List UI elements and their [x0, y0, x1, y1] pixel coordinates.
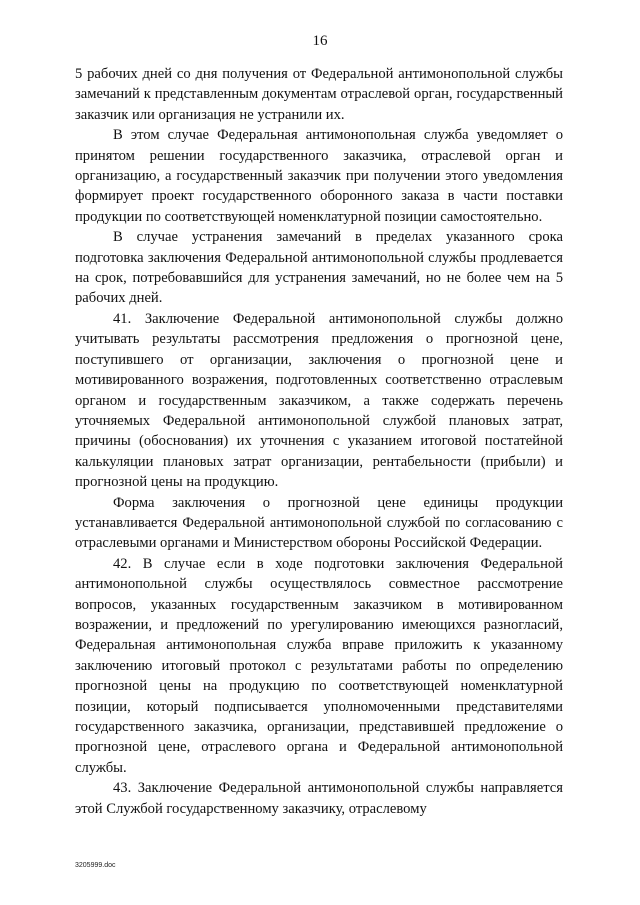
paragraph: В случае устранения замечаний в пределах указанного срока подготовка заключения Федеральной антимонопольной службы продлевается на срок, потребовавшийся для устранения замечаний, но не более чем на 5 рабочих дней. — [75, 229, 563, 307]
paragraph: Форма заключения о прогнозной цене единицы продукции устанавливается Федеральной антимонопольной службой по согласованию с отраслевыми органами и Министерством обороны Российской Федерации. — [75, 494, 563, 552]
page-number: 16 — [312, 33, 328, 49]
paragraph-continuation: 5 рабочих дней со дня получения от Федеральной антимонопольной службы замечаний к представленным документам отраслевой орган, государственный заказчик или организация не устранили их. — [75, 66, 563, 123]
paragraph-clause-42: 42. В случае если в ходе подготовки заключения Федеральной антимонопольной службы осуществлялось совместное рассмотрение вопросов, указанных государственным заказчиком в мотивированном возражении, и предложений по урегулированию имеющихся разногласий, Федеральная антимонопольная служба вправе приложить к указанному заключению итоговый протокол с результатами работы по определению прогнозной цены на продукцию по соответствующей номенклатурной позиции, который подписывается уполномоченными представителями государственного заказчика, организации, представившей предложение о прогнозной цене, отраслевого органа и Федеральной антимонопольной службы. — [75, 555, 563, 776]
paragraph: В этом случае Федеральная антимонопольная служба уведомляет о принятом решении государственного заказчика, отраслевой орган и организацию, а государственный заказчик при получении этого уведомления формирует проект государственного оборонного заказа в части поставки продукции по соответствующей номенклатурной позиции самостоятельно. — [75, 127, 563, 225]
document-body — [75, 64, 563, 819]
paragraph-clause-41: 41. Заключение Федеральной антимонопольной службы должно учитывать результаты рассмотрения предложения о прогнозной цене, поступившего от организации, заключения о прогнозной цене и мотивированного возражения, подготовленных соответственно отраслевым органом и государственным заказчиком, а также содержать перечень уточняемых Федеральной антимонопольной службой плановых затрат, причины (обоснования) их уточнения с указанием итоговой постатейной калькуляции плановых затрат организации, рентабельности (прибыли) и прогнозной цены на продукцию. — [75, 310, 563, 491]
paragraph-clause-43: 43. Заключение Федеральной антимонопольной службы направляется этой Службой государственному заказчику, отраслевому — [75, 780, 563, 817]
file-name-footer: 3205999.doc — [75, 862, 116, 869]
